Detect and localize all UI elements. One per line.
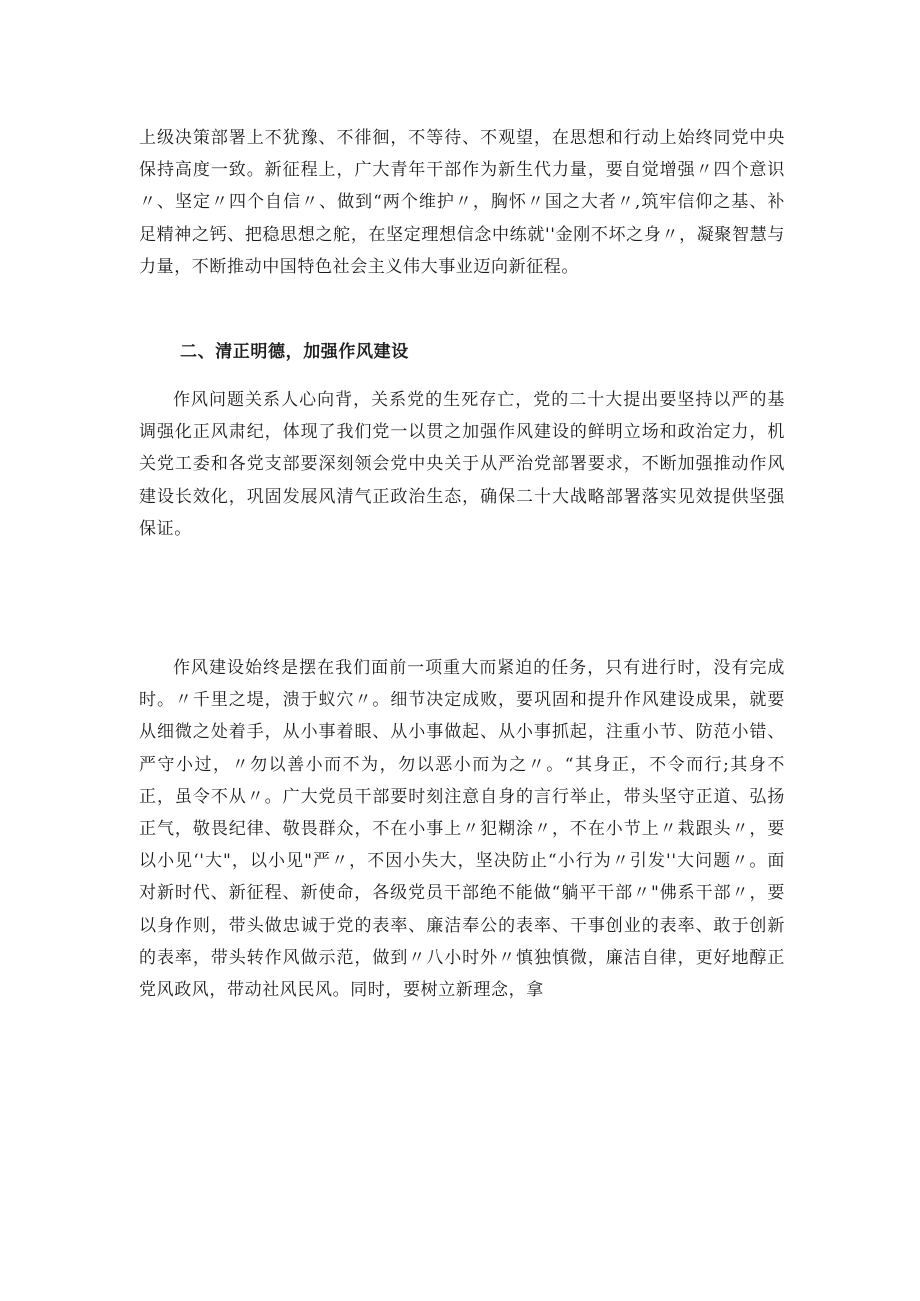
paragraph-style-building: 作风建设始终是摆在我们面前一项重大而紧迫的任务，只有进行时，没有完成时。〃千里之堤，溃于蚁穴〃。细节决定成败，要巩固和提升作风建设成果，就要从细微之处着手，从小事着眼、从小事做起、从小事抓起，注重小节、防范小错、严守小过，〃勿以善小而不为，勿以恶小而为之〃。“其身正，不令而行;其身不正，虽令不从〃。广大党员干部要时刻注意自身的言行举止，带头坚守正道、弘扬正气，敬畏纪律、敬畏群众，不在小事上〃犯糊涂〃，不在小节上〃栽跟头〃，要以小见‘'大"，以小见"严〃，不因小失大，坚决防止“小行为〃引发''大问题〃。面对新时代、新征程、新使命，各级党员干部绝不能做“躺平干部〃"佛系干部〃，要以身作则，带头做忠诚于党的表率、廉洁奉公的表率、干事创业的表率、敢于创新的表率，带头转作风做示范，做到〃八小时外〃慎独慎微，廉洁自律，更好地醇正党风政风，带动社风民风。同时，要树立新理念，拿	[139, 658, 785, 1001]
section-heading: 二、清正明德，加强作风建设	[180, 342, 409, 362]
paragraph-style-issues: 作风问题关系人心向背，关系党的生死存亡，党的二十大提出要坚持以严的基调强化正风肃纪，体现了我们党一以贯之加强作风建设的鲜明立场和政治定力，机关党工委和各党支部要深刻领会党中央关于从严治党部署要求，不断加强推动作风建设长效化，巩固发展风清气正政治生态，确保二十大战略部署落实见效提供坚强保证。	[139, 390, 785, 539]
paragraph-continuation: 上级决策部署上不犹豫、不徘徊，不等待、不观望，在思想和行动上始终同党中央保持高度一致。新征程上，广大青年干部作为新生代力量，要自觉增强〃四个意识〃、坚定〃四个自信〃、做到“两个维护〃，胸怀〃国之大者〃,筑牢信仰之基、补足精神之钙、把稳思想之舵，在坚定理想信念中练就''金刚不坏之身〃，凝聚智慧与力量，不断推动中国特色社会主义伟大事业迈向新征程。	[139, 128, 785, 277]
